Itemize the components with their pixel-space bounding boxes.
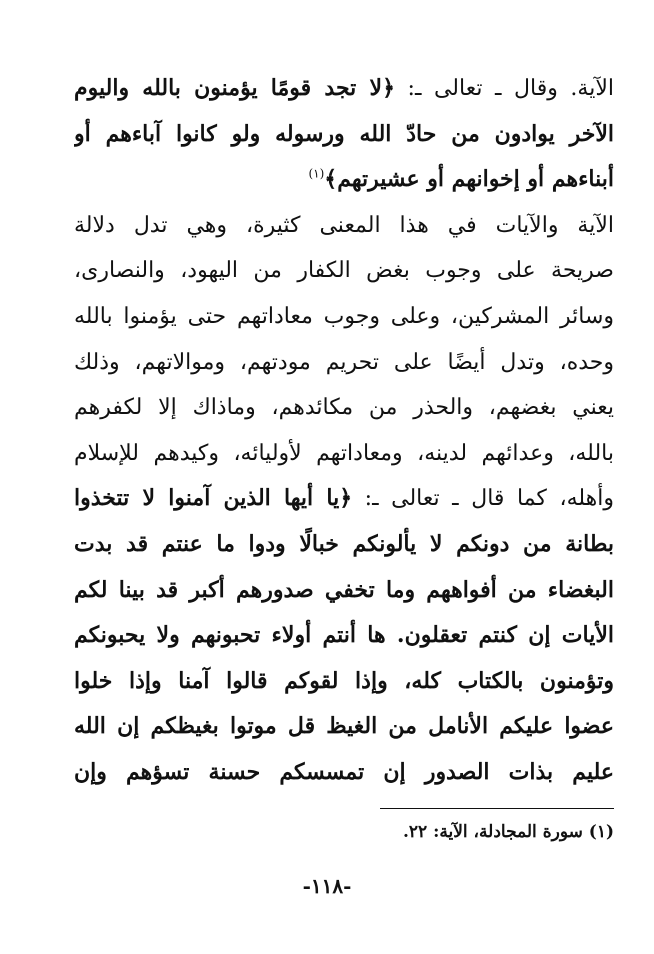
quran-text: ﴿لا تجد قومًا يؤمنون بالله واليوم	[74, 75, 395, 101]
quran-text: البغضاء من أفواههم وما تخفي صدورهم أكبر قد بينا لكم	[74, 576, 614, 603]
text-line	[74, 704, 614, 750]
page-number: -١١٨-	[302, 874, 352, 898]
text-line	[74, 248, 614, 294]
text-line	[74, 750, 614, 796]
quran-text: الآخر يوادون من حادّ الله ورسوله ولو كانوا آباءهم أو	[74, 120, 614, 147]
quran-text: ﴿يا أيها الذين آمنوا لا تتخذوا	[74, 485, 353, 512]
quran-text: عضوا عليكم الأنامل من الغيظ قل موتوا بغيظكم إن الله	[74, 713, 614, 740]
line-text: وحده، وتدل أيضًا على تحريم مودتهم، وموالاتهم، وذلك	[74, 349, 614, 375]
text-line	[74, 613, 614, 659]
text-line	[74, 431, 614, 477]
text-line	[74, 294, 614, 340]
line-text: يعني بغضهم، والحذر من مكائدهم، وماذاك إلا لكفرهم	[74, 395, 614, 421]
quran-text: الأيات إن كنتم تعقلون. ها أنتم أولاء تحبونهم ولا يحبونكم	[74, 622, 614, 649]
quran-text: عليم بذات الصدور إن تمسسكم حسنة تسؤهم وإن	[74, 758, 614, 785]
line-text: الآية. وقال ـ تعالى ـ:	[394, 76, 614, 101]
text-line	[74, 112, 614, 158]
text-line	[74, 157, 614, 203]
text-line	[74, 203, 614, 249]
quran-text: أبناءهم أو إخوانهم أو عشيرتهم﴾	[324, 166, 614, 193]
text-line	[74, 568, 614, 614]
line-text: صريحة على وجوب بغض الكفار من اليهود، والنصارى،	[74, 258, 614, 284]
text-line	[74, 385, 614, 431]
body-text	[74, 66, 614, 796]
text-line	[74, 522, 614, 568]
quran-text: وتؤمنون بالكتاب كله، وإذا لقوكم قالوا آمنا وإذا خلوا	[74, 667, 614, 694]
line-text: وسائر المشركين، وعلى وجوب معاداتهم حتى يؤمنوا بالله	[74, 303, 614, 329]
footnote: (١) سورة المجادلة، الآية: ٢٢.	[402, 822, 614, 842]
text-line	[74, 66, 614, 112]
line-text: بالله، وعدائهم لدينه، ومعاداتهم لأوليائه، وكيدهم للإسلام	[74, 440, 614, 466]
line-text: الآية والآيات في هذا المعنى كثيرة، وهي تدل دلالة	[74, 212, 614, 238]
footnote-separator	[380, 808, 614, 809]
line-text: وأهله، كما قال ـ تعالى ـ:	[352, 486, 614, 512]
footnote-marker: (١)	[308, 166, 325, 181]
text-line	[74, 476, 614, 522]
quran-text: بطانة من دونكم لا يألونكم خبالًا ودوا ما عنتم قد بدت	[74, 530, 614, 557]
text-line	[74, 659, 614, 705]
text-line	[74, 340, 614, 386]
